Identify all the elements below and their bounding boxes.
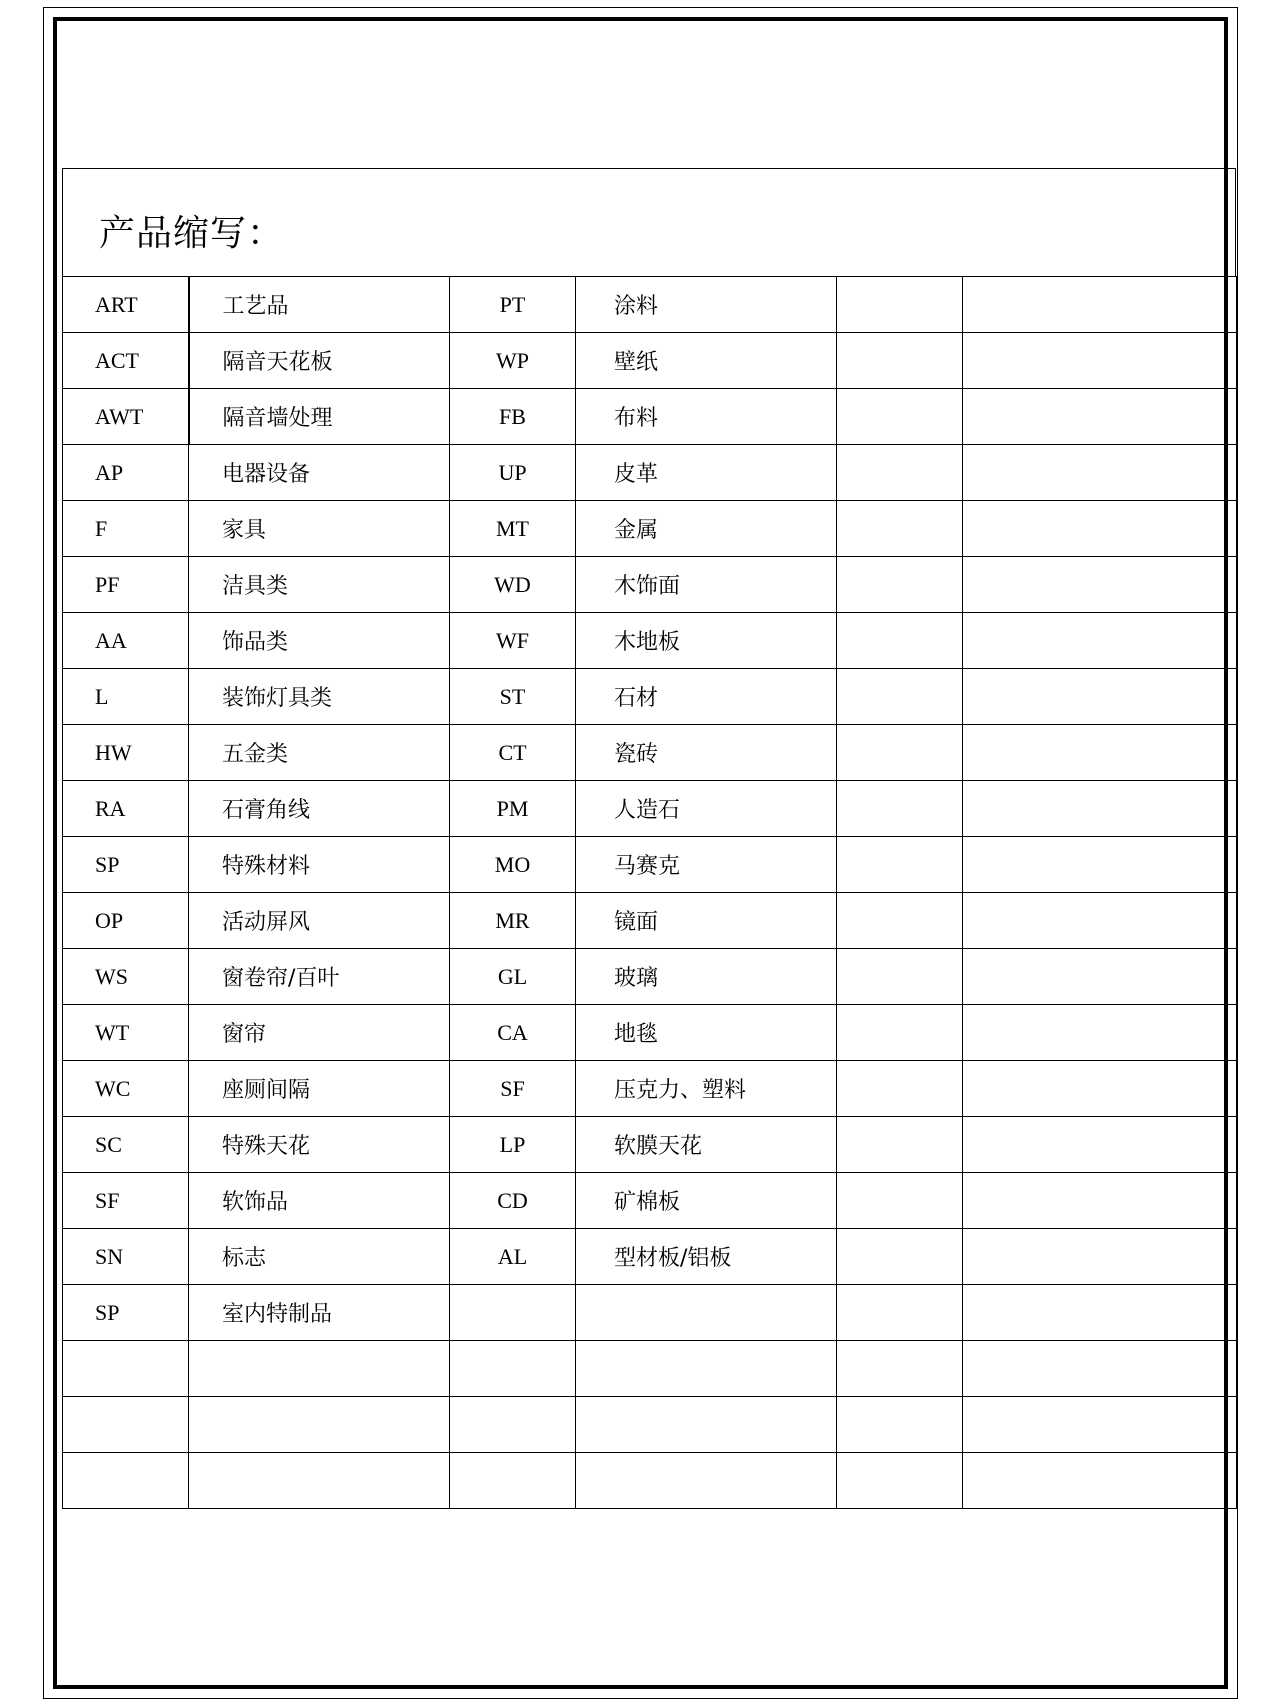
product-name-cell: 地毯 <box>576 1005 837 1061</box>
empty-cell <box>963 1285 1237 1341</box>
product-code-cell: SP <box>63 837 189 893</box>
empty-cell <box>837 1453 963 1509</box>
product-code-cell: UP <box>450 445 576 501</box>
product-code-cell: MO <box>450 837 576 893</box>
table-row <box>63 1229 1237 1285</box>
product-code-cell: AP <box>63 445 189 501</box>
product-name-cell <box>189 1397 450 1453</box>
abbreviation-table <box>62 276 1237 1509</box>
product-code-cell: ST <box>450 669 576 725</box>
empty-cell <box>837 1005 963 1061</box>
empty-cell <box>837 1061 963 1117</box>
empty-cell <box>963 277 1237 333</box>
empty-cell <box>963 1453 1237 1509</box>
product-code-cell: HW <box>63 725 189 781</box>
product-name-cell: 涂料 <box>576 277 837 333</box>
product-name-cell: 工艺品 <box>189 277 450 333</box>
product-name-cell <box>576 1285 837 1341</box>
product-name-cell: 软膜天花 <box>576 1117 837 1173</box>
product-code-cell: SN <box>63 1229 189 1285</box>
empty-cell <box>837 333 963 389</box>
empty-cell <box>963 893 1237 949</box>
empty-cell <box>963 445 1237 501</box>
product-name-cell: 玻璃 <box>576 949 837 1005</box>
product-name-cell: 压克力、塑料 <box>576 1061 837 1117</box>
empty-cell <box>837 445 963 501</box>
product-code-cell: CD <box>450 1173 576 1229</box>
table-row <box>63 1061 1237 1117</box>
table-row <box>63 445 1237 501</box>
empty-cell <box>963 501 1237 557</box>
abbreviation-table-body <box>63 277 1237 1509</box>
table-row <box>63 1453 1237 1509</box>
empty-cell <box>837 613 963 669</box>
empty-cell <box>837 1285 963 1341</box>
empty-cell <box>963 557 1237 613</box>
product-code-cell: WS <box>63 949 189 1005</box>
empty-cell <box>837 837 963 893</box>
product-name-cell: 金属 <box>576 501 837 557</box>
product-code-cell: LP <box>450 1117 576 1173</box>
product-name-cell: 壁纸 <box>576 333 837 389</box>
empty-cell <box>837 501 963 557</box>
table-row <box>63 277 1237 333</box>
product-code-cell: OP <box>63 893 189 949</box>
empty-cell <box>837 725 963 781</box>
product-code-cell: PM <box>450 781 576 837</box>
empty-cell <box>963 1341 1237 1397</box>
product-code-cell: SP <box>63 1285 189 1341</box>
table-row <box>63 1341 1237 1397</box>
product-name-cell: 电器设备 <box>189 445 450 501</box>
table-row <box>63 725 1237 781</box>
product-code-cell: SC <box>63 1117 189 1173</box>
product-code-cell <box>450 1397 576 1453</box>
product-name-cell: 木饰面 <box>576 557 837 613</box>
product-code-cell <box>63 1341 189 1397</box>
product-code-cell: WF <box>450 613 576 669</box>
product-code-cell: F <box>63 501 189 557</box>
empty-cell <box>963 613 1237 669</box>
empty-cell <box>837 1397 963 1453</box>
product-name-cell: 五金类 <box>189 725 450 781</box>
table-row <box>63 1005 1237 1061</box>
product-name-cell: 木地板 <box>576 613 837 669</box>
empty-cell <box>837 277 963 333</box>
empty-cell <box>837 1229 963 1285</box>
product-code-cell: RA <box>63 781 189 837</box>
table-row <box>63 333 1237 389</box>
empty-cell <box>963 1173 1237 1229</box>
table-row <box>63 893 1237 949</box>
empty-cell <box>963 1005 1237 1061</box>
product-name-cell: 特殊天花 <box>189 1117 450 1173</box>
product-code-cell: WD <box>450 557 576 613</box>
empty-cell <box>837 949 963 1005</box>
empty-cell <box>837 669 963 725</box>
product-name-cell: 窗卷帘/百叶 <box>189 949 450 1005</box>
product-code-cell <box>450 1453 576 1509</box>
table-row <box>63 501 1237 557</box>
product-name-cell: 型材板/铝板 <box>576 1229 837 1285</box>
table-row <box>63 669 1237 725</box>
product-code-cell: PT <box>450 277 576 333</box>
product-name-cell: 室内特制品 <box>189 1285 450 1341</box>
product-code-cell: SF <box>63 1173 189 1229</box>
product-code-cell: ACT <box>63 333 189 389</box>
product-name-cell: 特殊材料 <box>189 837 450 893</box>
table-row <box>63 1173 1237 1229</box>
empty-cell <box>837 389 963 445</box>
product-name-cell: 石膏角线 <box>189 781 450 837</box>
empty-cell <box>837 1341 963 1397</box>
product-code-cell <box>450 1285 576 1341</box>
empty-cell <box>963 725 1237 781</box>
product-name-cell: 隔音天花板 <box>189 333 450 389</box>
table-row <box>63 613 1237 669</box>
product-code-cell <box>450 1341 576 1397</box>
product-code-cell: CA <box>450 1005 576 1061</box>
product-name-cell: 布料 <box>576 389 837 445</box>
empty-cell <box>963 949 1237 1005</box>
product-name-cell: 饰品类 <box>189 613 450 669</box>
product-name-cell <box>189 1453 450 1509</box>
product-name-cell: 皮革 <box>576 445 837 501</box>
product-code-cell: ART <box>63 277 189 333</box>
empty-cell <box>963 1397 1237 1453</box>
product-name-cell <box>576 1341 837 1397</box>
table-row <box>63 1117 1237 1173</box>
empty-cell <box>963 389 1237 445</box>
product-name-cell: 瓷砖 <box>576 725 837 781</box>
product-name-cell: 人造石 <box>576 781 837 837</box>
empty-cell <box>963 1229 1237 1285</box>
title-box <box>62 168 1236 276</box>
product-name-cell: 石材 <box>576 669 837 725</box>
product-code-cell: WP <box>450 333 576 389</box>
empty-cell <box>837 1117 963 1173</box>
product-code-cell: MT <box>450 501 576 557</box>
empty-cell <box>963 333 1237 389</box>
product-name-cell <box>576 1397 837 1453</box>
product-name-cell: 镜面 <box>576 893 837 949</box>
product-name-cell: 隔音墙处理 <box>189 389 450 445</box>
product-name-cell: 窗帘 <box>189 1005 450 1061</box>
product-code-cell <box>63 1397 189 1453</box>
product-code-cell: SF <box>450 1061 576 1117</box>
empty-cell <box>837 893 963 949</box>
product-code-cell: AL <box>450 1229 576 1285</box>
product-name-cell: 标志 <box>189 1229 450 1285</box>
product-name-cell: 洁具类 <box>189 557 450 613</box>
empty-cell <box>837 781 963 837</box>
product-code-cell: PF <box>63 557 189 613</box>
table-row <box>63 837 1237 893</box>
product-code-cell: GL <box>450 949 576 1005</box>
product-name-cell: 座厕间隔 <box>189 1061 450 1117</box>
table-row <box>63 1285 1237 1341</box>
table-row <box>63 781 1237 837</box>
product-code-cell: WT <box>63 1005 189 1061</box>
product-code-cell: WC <box>63 1061 189 1117</box>
product-name-cell: 马赛克 <box>576 837 837 893</box>
product-code-cell: AWT <box>63 389 189 445</box>
product-code-cell <box>63 1453 189 1509</box>
product-name-cell <box>576 1453 837 1509</box>
product-code-cell: AA <box>63 613 189 669</box>
page-title: 产品缩写： <box>99 213 285 254</box>
table-row <box>63 949 1237 1005</box>
empty-cell <box>963 781 1237 837</box>
empty-cell <box>963 1061 1237 1117</box>
product-name-cell: 装饰灯具类 <box>189 669 450 725</box>
product-name-cell: 软饰品 <box>189 1173 450 1229</box>
product-name-cell: 活动屏风 <box>189 893 450 949</box>
product-code-cell: L <box>63 669 189 725</box>
product-name-cell: 家具 <box>189 501 450 557</box>
empty-cell <box>837 557 963 613</box>
product-name-cell: 矿棉板 <box>576 1173 837 1229</box>
empty-cell <box>963 837 1237 893</box>
table-row <box>63 557 1237 613</box>
table-row <box>63 1397 1237 1453</box>
empty-cell <box>963 1117 1237 1173</box>
empty-cell <box>963 669 1237 725</box>
product-code-cell: MR <box>450 893 576 949</box>
empty-cell <box>837 1173 963 1229</box>
product-name-cell <box>189 1341 450 1397</box>
product-code-cell: CT <box>450 725 576 781</box>
table-row <box>63 389 1237 445</box>
product-code-cell: FB <box>450 389 576 445</box>
